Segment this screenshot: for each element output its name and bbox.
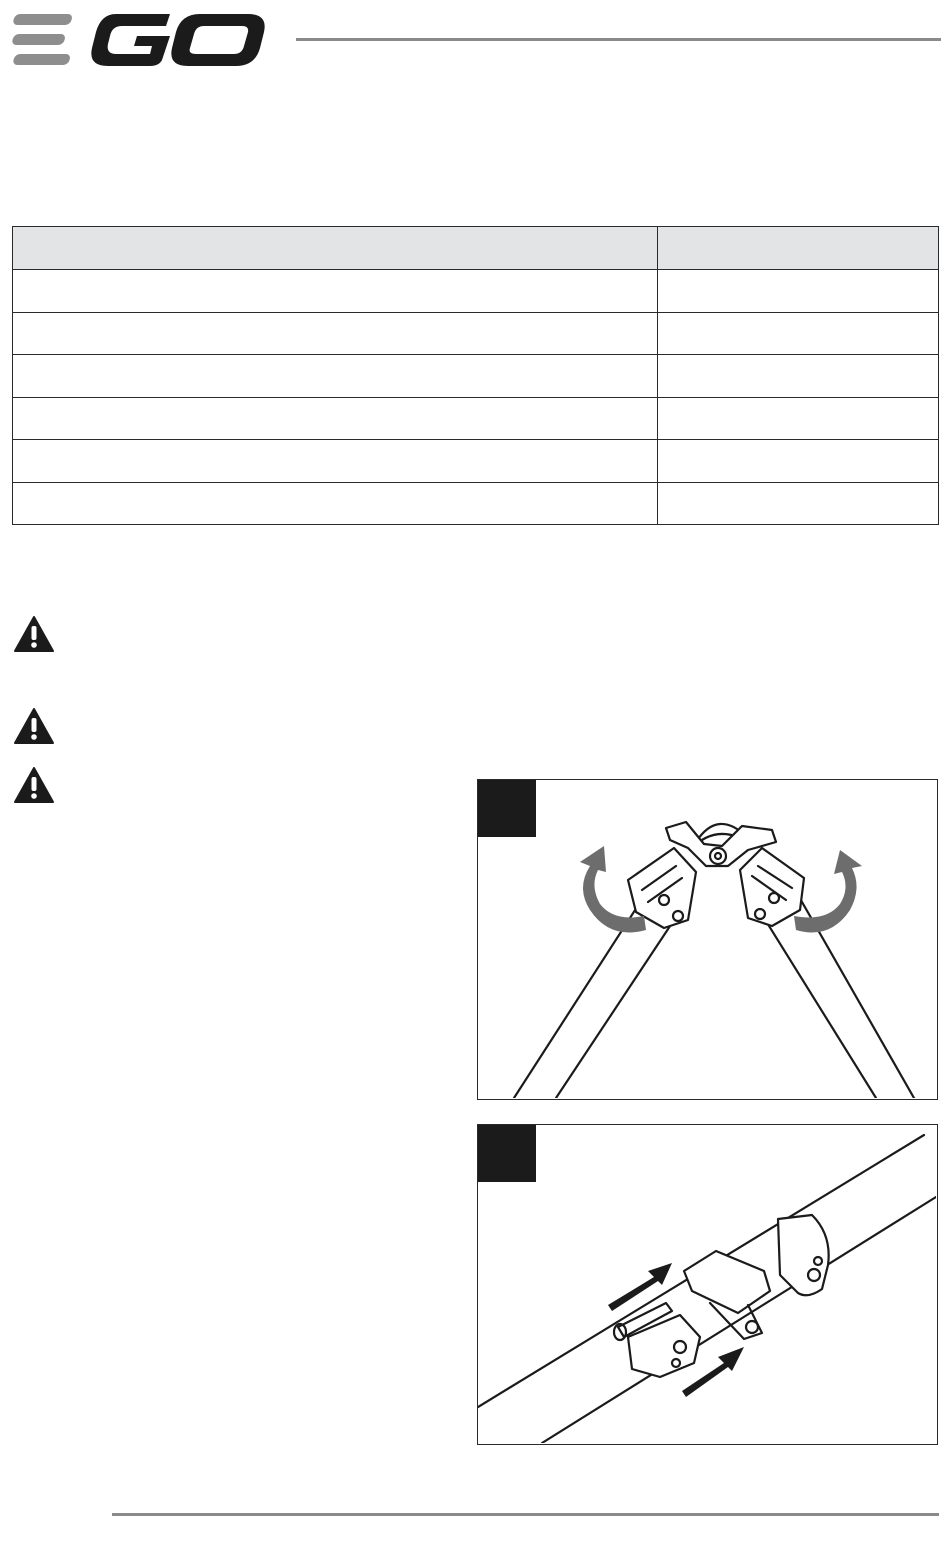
header-rule [296,38,941,41]
table-row [13,270,939,313]
shaft-unfold-illustration [478,780,936,1098]
table-cell [658,440,939,483]
table-row [13,397,939,440]
table-row [13,355,939,398]
table-cell [658,397,939,440]
table-cell [658,312,939,355]
table-header-cell [13,227,658,270]
figure-number-badge [478,1125,536,1182]
figure-insert-coupler [477,1124,938,1445]
table-row [13,440,939,483]
footer-rule [112,1513,939,1516]
parts-table [12,226,939,525]
warning-triangle-icon [13,707,55,745]
figure-unfold-shaft [477,779,938,1100]
table-cell [13,355,658,398]
table-cell [658,270,939,313]
table-cell [13,270,658,313]
table-row [13,482,939,525]
table-cell [658,355,939,398]
table-cell [13,397,658,440]
table-cell [13,312,658,355]
table-cell [658,482,939,525]
table-header-cell [658,227,939,270]
table-row [13,312,939,355]
table-header-row [13,227,939,270]
warning-triangle-icon [13,766,55,804]
figure-number-badge [478,780,536,837]
table-cell [13,440,658,483]
ego-logo [12,10,270,70]
coupler-insert-illustration [478,1125,936,1443]
warning-triangle-icon [13,615,55,653]
table-cell [13,482,658,525]
